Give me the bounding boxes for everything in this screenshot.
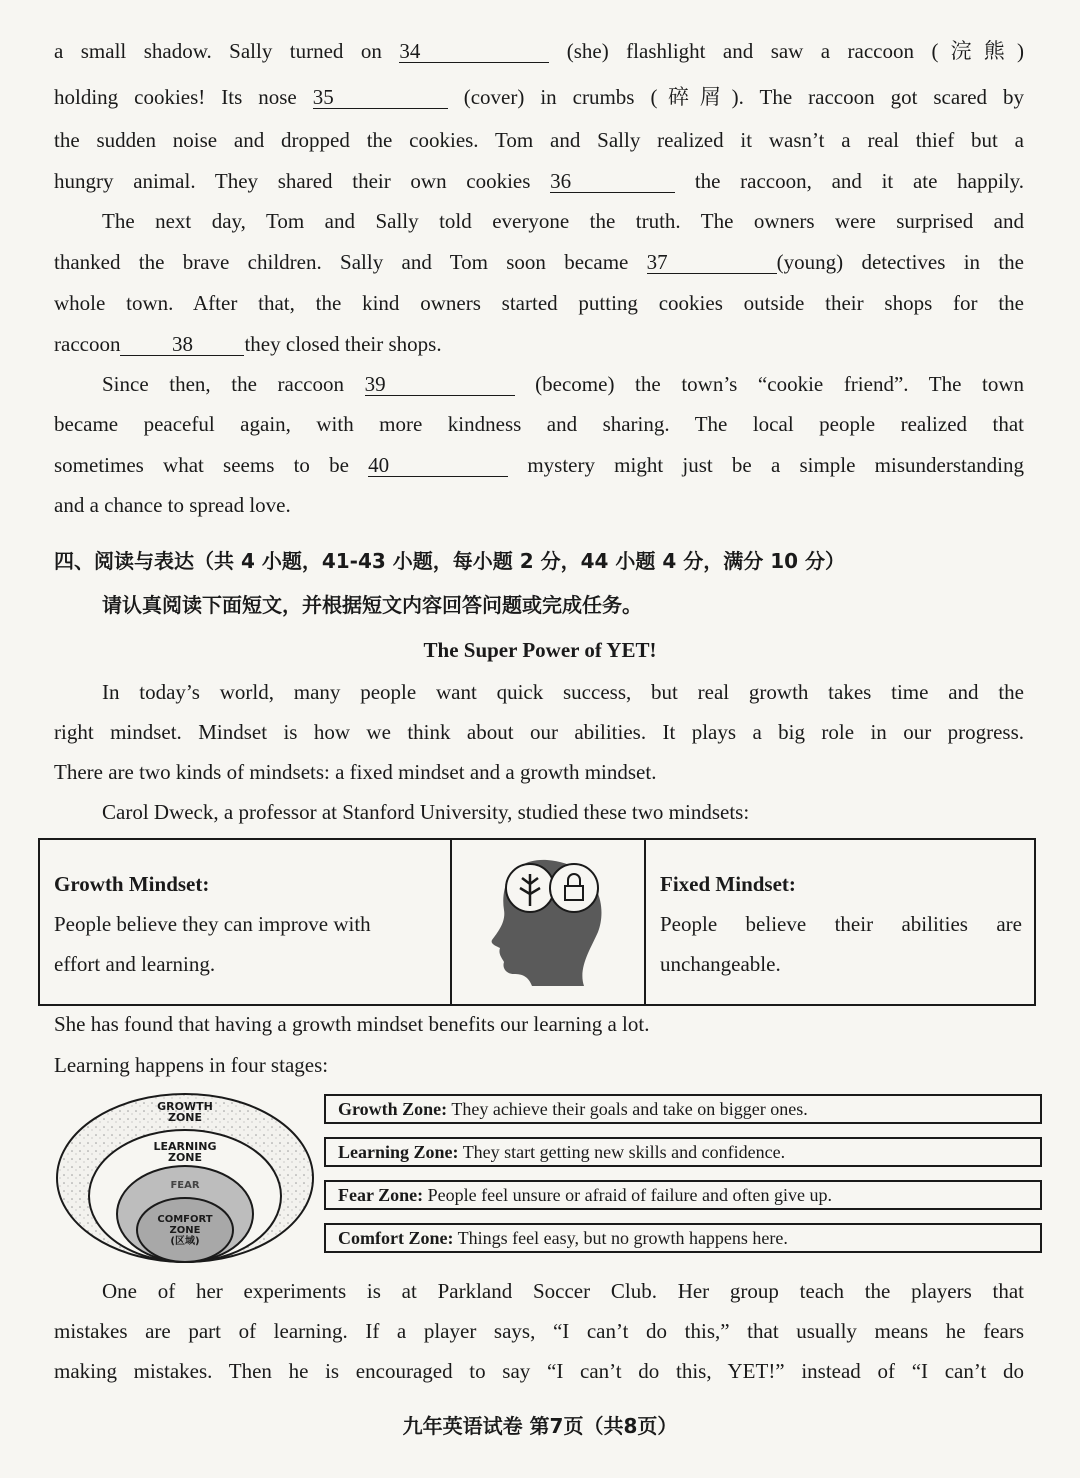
fixed-mindset-cell <box>646 840 1034 1004</box>
comfort-zone-label: COMFORT ZONE (区域) <box>157 1214 213 1247</box>
blank-36[interactable]: 36 <box>550 170 675 193</box>
blank-35[interactable]: 35 <box>313 86 448 109</box>
blank-40[interactable]: 40 <box>368 454 508 477</box>
head-brain-icon <box>452 840 642 1004</box>
mindset-table <box>38 838 1036 1006</box>
story-line: thanked the brave children. Sally and Tom soon became 37 (young) detectives in the <box>54 250 1025 274</box>
article-line: Learning happens in four stages: <box>54 1053 329 1077</box>
brain-right <box>550 864 598 912</box>
story-line: the sudden noise and dropped the cookies. Tom and Sally realized it wasn’t a real thief but a <box>54 128 1024 152</box>
growth-mindset-text: People believe they can improve with <box>54 912 371 936</box>
growth-mindset-cell <box>40 840 452 1004</box>
section-heading: 四、阅读与表达（共 4 小题，41-43 小题，每小题 2 分，44 小题 4 分，满分 10 分） <box>54 549 846 573</box>
story-line: hungry animal. They shared their own cookies 36 the raccoon, and it ate happily. <box>54 169 1024 193</box>
growth-zone-label: GROWTH ZONE <box>157 1100 213 1124</box>
learning-zone-label: LEARNING ZONE <box>153 1140 217 1164</box>
story-line: became peaceful again, with more kindness and sharing. The local people realized that <box>54 412 1024 436</box>
fear-zone-label: FEAR <box>170 1180 200 1191</box>
blank-38[interactable]: 38 <box>120 333 244 356</box>
article-line: making mistakes. Then he is encouraged to say “I can’t do this, YET!” instead of “I can’t do <box>54 1359 1024 1383</box>
article-title: The Super Power of YET! <box>423 638 657 662</box>
blank-34[interactable]: 34 <box>399 40 549 63</box>
growth-mindset-text: effort and learning. <box>54 952 216 976</box>
blank-37[interactable]: 37 <box>647 251 777 274</box>
learning-zones-diagram <box>54 1092 316 1266</box>
article-line: In today’s world, many people want quick success, but real growth takes time and the <box>102 680 1024 704</box>
article-line: mistakes are part of learning. If a player says, “I can’t do this,” that usually means he fears <box>54 1319 1024 1343</box>
story-line: a small shadow. Sally turned on 34 (she) flashlight and saw a raccoon (浣熊) <box>54 39 1024 63</box>
mindset-image-cell <box>452 840 646 1004</box>
growth-mindset-heading: Growth Mindset: <box>54 872 210 896</box>
article-line: One of her experiments is at Parkland Soccer Club. Her group teach the players that <box>102 1279 1024 1303</box>
fixed-mindset-text: unchangeable. <box>660 952 781 976</box>
story-line: and a chance to spread love. <box>54 493 291 517</box>
section-instruction: 请认真阅读下面短文，并根据短文内容回答问题或完成任务。 <box>102 593 642 617</box>
story-line: holding cookies! Its nose 35 (cover) in crumbs (碎屑). The raccoon got scared by <box>54 85 1025 109</box>
article-line: Carol Dweck, a professor at Stanford University, studied these two mindsets: <box>102 800 750 824</box>
blank-39[interactable]: 39 <box>365 373 515 396</box>
story-line: The next day, Tom and Sally told everyone the truth. The owners were surprised and <box>102 209 1024 233</box>
article-line: She has found that having a growth mindset benefits our learning a lot. <box>54 1012 650 1036</box>
story-line: sometimes what seems to be 40 mystery might just be a simple misunderstanding <box>54 453 1024 477</box>
fixed-mindset-text: People believe their abilities are <box>660 912 1022 936</box>
article-line: right mindset. Mindset is how we think about our abilities. It plays a big role in our progress. <box>54 720 1024 744</box>
zone-description-fear: Fear Zone: People feel unsure or afraid of failure and often give up. <box>324 1180 1042 1210</box>
story-line: raccoon 38 they closed their shops. <box>54 332 442 356</box>
zone-description-growth: Growth Zone: They achieve their goals and take on bigger ones. <box>324 1094 1042 1124</box>
fixed-mindset-heading: Fixed Mindset: <box>660 872 796 896</box>
page-footer: 九年英语试卷 第7页（共8页） <box>402 1414 678 1438</box>
article-line: There are two kinds of mindsets: a fixed mindset and a growth mindset. <box>54 760 657 784</box>
story-line: whole town. After that, the kind owners started putting cookies outside their shops for the <box>54 291 1024 315</box>
story-line: Since then, the raccoon 39 (become) the town’s “cookie friend”. The town <box>102 372 1024 396</box>
zone-description-comfort: Comfort Zone: Things feel easy, but no growth happens here. <box>324 1223 1042 1253</box>
zone-description-learning: Learning Zone: They start getting new skills and confidence. <box>324 1137 1042 1167</box>
